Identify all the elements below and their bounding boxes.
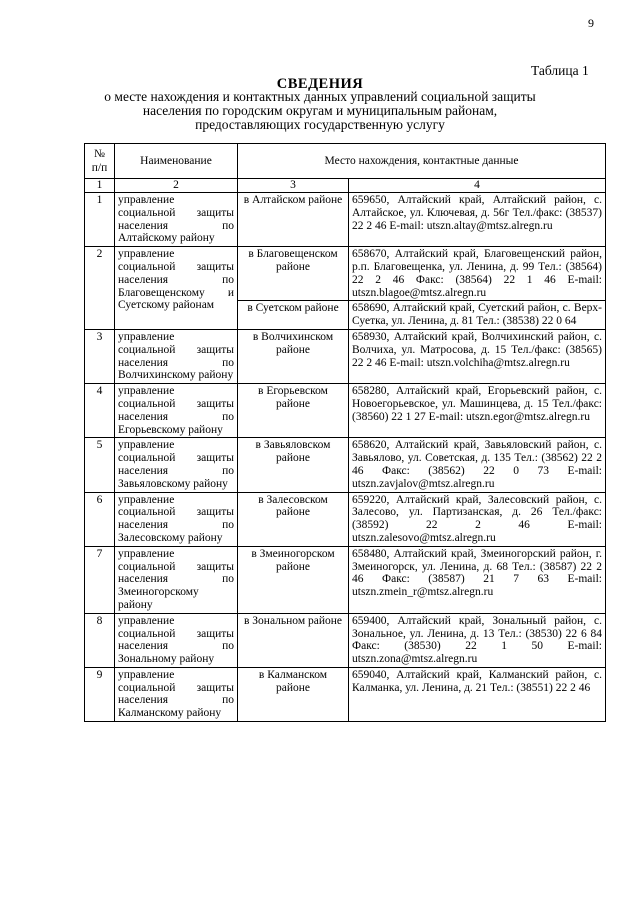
row-number: 5 <box>85 438 115 492</box>
table-row <box>85 546 606 613</box>
table-row <box>85 667 606 721</box>
office-name: управление социальной защиты населения по Волчихинскому району <box>115 329 238 383</box>
row-number: 2 <box>85 247 115 330</box>
office-location: в Егорьевском районе <box>238 384 349 438</box>
office-contact: 658620, Алтайский край, Завьяловский район, с. Завьялово, ул. Советская, д. 135 Тел.: (38562) 22 2 46 Факс: (38562) 22 0 73 E-mail: utszn.zavjalov@mtsz.alregn.ru <box>349 438 606 492</box>
office-name: управление социальной защиты населения по Завьяловскому району <box>115 438 238 492</box>
office-contact: 659220, Алтайский край, Залесовский район, с. Залесово, ул. Партизанская, д. 26 Тел./факс: (38592) 22 2 46 E-mail: utszn.zalesovo@mtsz.alregn.ru <box>349 492 606 546</box>
office-location: в Завьяловском районе <box>238 438 349 492</box>
office-location: в Калманском районе <box>238 667 349 721</box>
office-location: в Благовещенском районе <box>238 247 349 301</box>
column-number: 1 <box>85 179 115 193</box>
row-number: 4 <box>85 384 115 438</box>
office-contact: 658480, Алтайский край, Змеиногорский район, г. Змеиногорск, ул. Ленина, д. 68 Тел.: (38587) 22 2 46 Факс: (38587) 21 7 63 E-mail: utszn.zmein_r@mtsz.alregn.ru <box>349 546 606 613</box>
table-header-row <box>85 144 606 179</box>
office-name: управление социальной защиты населения по Благовещенскому и Суетскому районам <box>115 247 238 330</box>
office-contact: 658690, Алтайский край, Суетский район, с. Верх-Суетка, ул. Ленина, д. 81 Тел.: (38538) 22 0 64 <box>349 301 606 330</box>
office-location: в Алтайском районе <box>238 193 349 247</box>
office-location: в Волчихинском районе <box>238 329 349 383</box>
office-location: в Зональном районе <box>238 613 349 667</box>
document-title: СВЕДЕНИЯ <box>276 76 364 92</box>
table-row <box>85 247 606 301</box>
office-name: управление социальной защиты населения по Змеиногорскому району <box>115 546 238 613</box>
office-name: управление социальной защиты населения по Калманскому району <box>115 667 238 721</box>
column-number-row <box>85 179 606 193</box>
office-name: управление социальной защиты населения по Залесовскому району <box>115 492 238 546</box>
office-contact: 659400, Алтайский край, Зональный район, с. Зональное, ул. Ленина, д. 13 Тел.: (38530) 22 6 84 Факс: (38530) 22 1 50 E-mail: utszn.zona@mtsz.alregn.ru <box>349 613 606 667</box>
office-contact: 659040, Алтайский край, Калманский район, с. Калманка, ул. Ленина, д. 21 Тел.: (38551) 22 2 46 <box>349 667 606 721</box>
table-row <box>85 438 606 492</box>
table-row <box>85 329 606 383</box>
office-location: в Змеиногорском районе <box>238 546 349 613</box>
office-location: в Залесовском районе <box>238 492 349 546</box>
header-name: Наименование <box>115 144 238 179</box>
table-row <box>85 384 606 438</box>
office-location: в Суетском районе <box>238 301 349 330</box>
page-number: 9 <box>588 16 594 30</box>
header-contact: Место нахождения, контактные данные <box>238 144 606 179</box>
office-name: управление социальной защиты населения по Егорьевскому району <box>115 384 238 438</box>
office-name: управление социальной защиты населения по Зональному району <box>115 613 238 667</box>
table-row <box>85 193 606 247</box>
office-contact: 659650, Алтайский край, Алтайский район, с. Алтайское, ул. Ключевая, д. 56г Тел./факс: (38537) 22 2 46 E-mail: utszn.altay@mtsz.alregn.ru <box>349 193 606 247</box>
row-number: 9 <box>85 667 115 721</box>
row-number: 1 <box>85 193 115 247</box>
row-number: 3 <box>85 329 115 383</box>
office-contact: 658280, Алтайский край, Егорьевский район, с. Новоегорьевское, ул. Машинцева, д. 15 Тел./факс: (38560) 22 1 27 E-mail: utszn.egor@mtsz.alregn.ru <box>349 384 606 438</box>
row-number: 7 <box>85 546 115 613</box>
office-name: управление социальной защиты населения по Алтайскому району <box>115 193 238 247</box>
office-contact: 658930, Алтайский край, Волчихинский район, с. Волчиха, ул. Матросова, д. 15 Тел./факс: (38565) 22 2 46 E-mail: utszn.volchiha@mtsz.alregn.ru <box>349 329 606 383</box>
table-row <box>85 613 606 667</box>
column-number: 3 <box>238 179 349 193</box>
document-subtitle: о месте нахождения и контактных данных управлений социальной защиты населения по городским округам и муниципальным районам, предоставляющих государственную услугу <box>104 89 536 132</box>
column-number: 2 <box>115 179 238 193</box>
row-number: 8 <box>85 613 115 667</box>
row-number: 6 <box>85 492 115 546</box>
table-label: Таблица 1 <box>531 63 589 78</box>
header-num: № п/п <box>85 144 115 179</box>
table-row <box>85 492 606 546</box>
office-contact: 658670, Алтайский край, Благовещенский район, р.п. Благовещенка, ул. Ленина, д. 99 Тел.: (38564) 22 2 46 Факс: (38564) 22 1 46 E-mail: utszn.blagoe@mtsz.alregn.ru <box>349 247 606 301</box>
column-number: 4 <box>349 179 606 193</box>
offices-table <box>84 143 606 722</box>
